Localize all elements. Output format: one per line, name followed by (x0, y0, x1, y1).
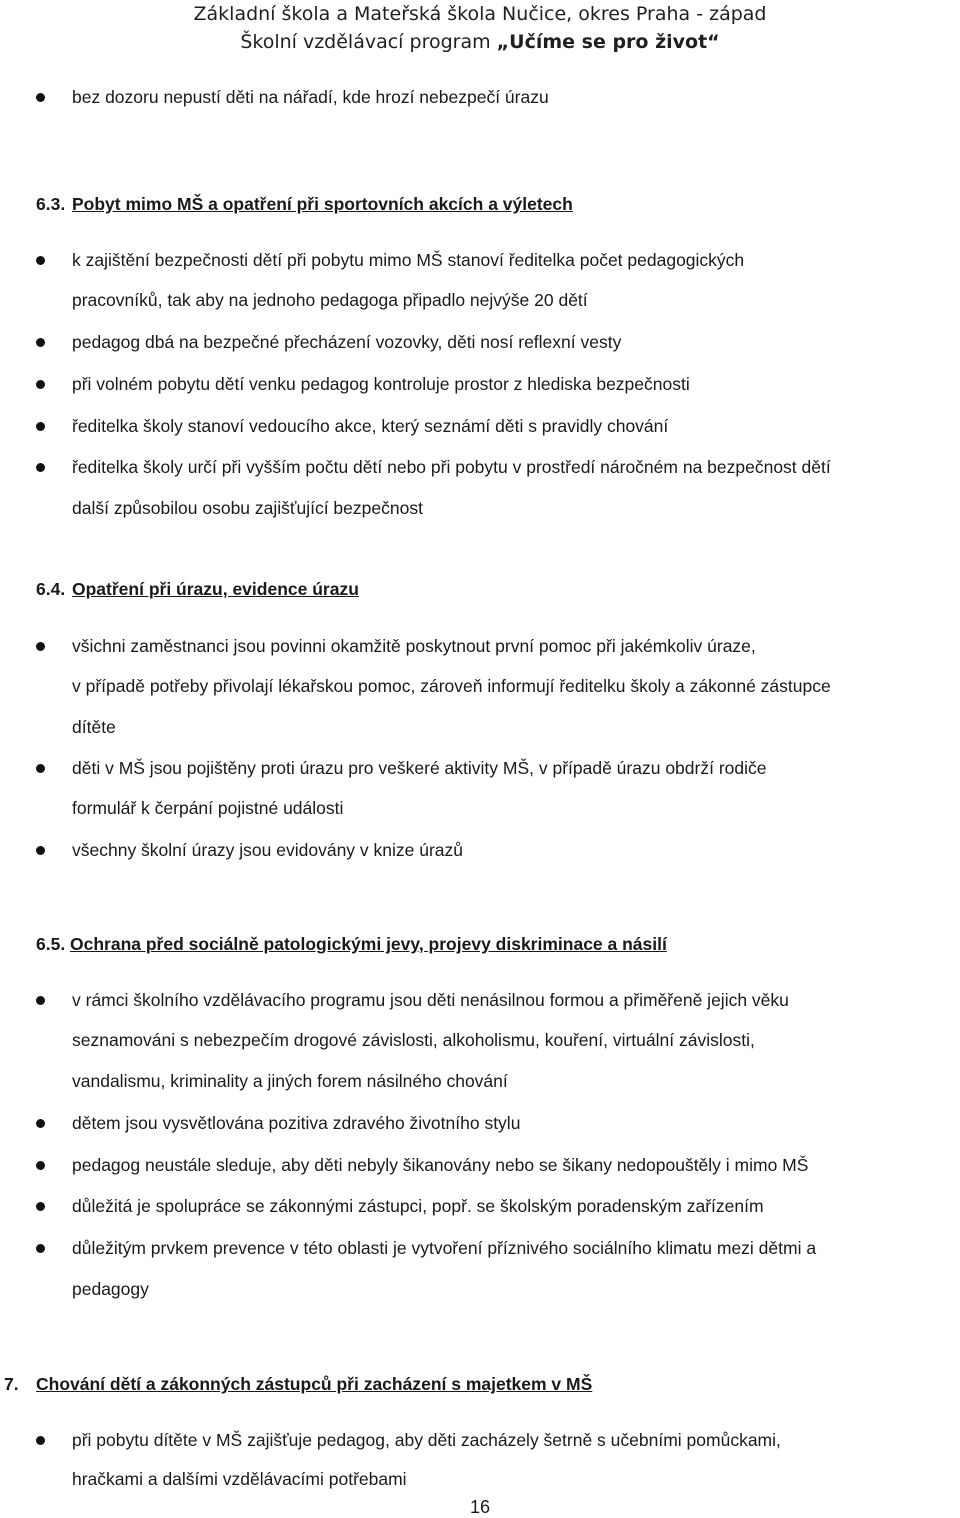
section-heading-text: Opatření při úrazu, evidence úrazu (72, 579, 359, 599)
bullet-icon (36, 1202, 45, 1211)
bullet-icon (36, 1244, 45, 1253)
list-item-line: dětem jsou vysvětlována pozitiva zdravého životního stylu (72, 1113, 521, 1133)
bullet-icon (36, 764, 45, 773)
list-item-line: pracovníků, tak aby na jednoho pedagoga připadlo nejvýše 20 dětí (72, 290, 588, 310)
page-number: 16 (469, 1497, 491, 1517)
list-item-line: důležitá je spolupráce se zákonnými zástupci, popř. se školským poradenským zařízením (72, 1196, 764, 1216)
bullet-icon (36, 422, 45, 431)
bullet-icon (36, 1161, 45, 1170)
page-header (0, 0, 960, 56)
list-item-line: děti v MŠ jsou pojištěny proti úrazu pro veškeré aktivity MŠ, v případě úrazu obdrží rodiče (72, 758, 767, 778)
list-item-line: pedagog dbá na bezpečné přecházení vozovky, děti nosí reflexní vesty (72, 332, 622, 352)
list-item-line: při volném pobytu dětí venku pedagog kontroluje prostor z hlediska bezpečnosti (72, 374, 690, 394)
section-number: 6.5. (36, 934, 66, 954)
bullet-icon (36, 1436, 45, 1445)
list-item-line: hračkami a dalšími vzdělávacími potřebami (72, 1469, 407, 1489)
list-item-line: pedagog neustále sleduje, aby děti nebyly šikanovány nebo se šikany nedopouštěly i mimo MŠ (72, 1155, 809, 1175)
list-item: bez dozoru nepustí děti na nářadí, kde hrozí nebezpečí úrazu (72, 87, 549, 107)
bullet-icon (36, 93, 45, 102)
list-item-line: seznamováni s nebezpečím drogové závislosti, alkoholismu, kouření, virtuální závislosti, (72, 1030, 755, 1050)
section-heading (36, 1373, 592, 1395)
list-item-line: pedagogy (72, 1279, 149, 1299)
list-item-line: při pobytu dítěte v MŠ zajišťuje pedagog, aby děti zacházely šetrně s učebními pomůckami, (72, 1430, 781, 1450)
bullet-icon (36, 996, 45, 1005)
bullet-icon (36, 463, 45, 472)
section-number: 6.3. (36, 194, 66, 214)
list-item-line: všechny školní úrazy jsou evidovány v knize úrazů (72, 840, 464, 860)
list-item-line: další způsobilou osobu zajišťující bezpečnost (72, 498, 423, 518)
section-heading (70, 933, 667, 955)
list-item-line: ředitelka školy stanoví vedoucího akce, který seznámí děti s pravidly chování (72, 416, 669, 436)
list-item-line: v případě potřeby přivolají lékařskou pomoc, zároveň informují ředitelku školy a zákonné zástupce (72, 676, 831, 696)
header-program-line (0, 28, 960, 56)
section-number: 7. (4, 1374, 19, 1394)
bullet-icon (36, 380, 45, 389)
list-item-line: v rámci školního vzdělávacího programu jsou děti nenásilnou formou a přiměřeně jejich věku (72, 990, 789, 1010)
bullet-icon (36, 338, 45, 347)
bullet-icon (36, 1119, 45, 1128)
header-program-prefix: Školní vzdělávací program (240, 31, 497, 53)
list-item-line: vandalismu, kriminality a jiných forem násilného chování (72, 1071, 508, 1091)
list-item-line: důležitým prvkem prevence v této oblasti je vytvoření příznivého sociálního klimatu mezi dětmi a (72, 1238, 817, 1258)
section-heading-text: Chování dětí a zákonných zástupců při zacházení s majetkem v MŠ (36, 1374, 593, 1394)
section-heading (72, 578, 359, 600)
list-item-line: ředitelka školy určí při vyšším počtu dětí nebo při pobytu v prostředí náročném na bezpečnost dětí (72, 457, 831, 477)
bullet-icon (36, 846, 45, 855)
list-item-line: dítěte (72, 717, 116, 737)
list-item-line: formulář k čerpání pojistné události (72, 798, 344, 818)
section-heading (72, 193, 573, 215)
section-heading-text: Ochrana před sociálně patologickými jevy, projevy diskriminace a násilí (70, 934, 667, 954)
list-item-line: k zajištění bezpečnosti dětí při pobytu mimo MŠ stanoví ředitelka počet pedagogických (72, 250, 745, 270)
list-item-line: všichni zaměstnanci jsou povinni okamžitě poskytnout první pomoc při jakémkoliv úraze, (72, 636, 756, 656)
header-program-title: „Učíme se pro život“ (496, 31, 720, 53)
header-school-name: Základní škola a Mateřská škola Nučice, okres Praha - západ (193, 3, 767, 25)
section-number: 6.4. (36, 579, 66, 599)
bullet-icon (36, 256, 45, 265)
bullet-icon (36, 642, 45, 651)
section-heading-text: Pobyt mimo MŠ a opatření při sportovních akcích a výletech (72, 194, 573, 214)
